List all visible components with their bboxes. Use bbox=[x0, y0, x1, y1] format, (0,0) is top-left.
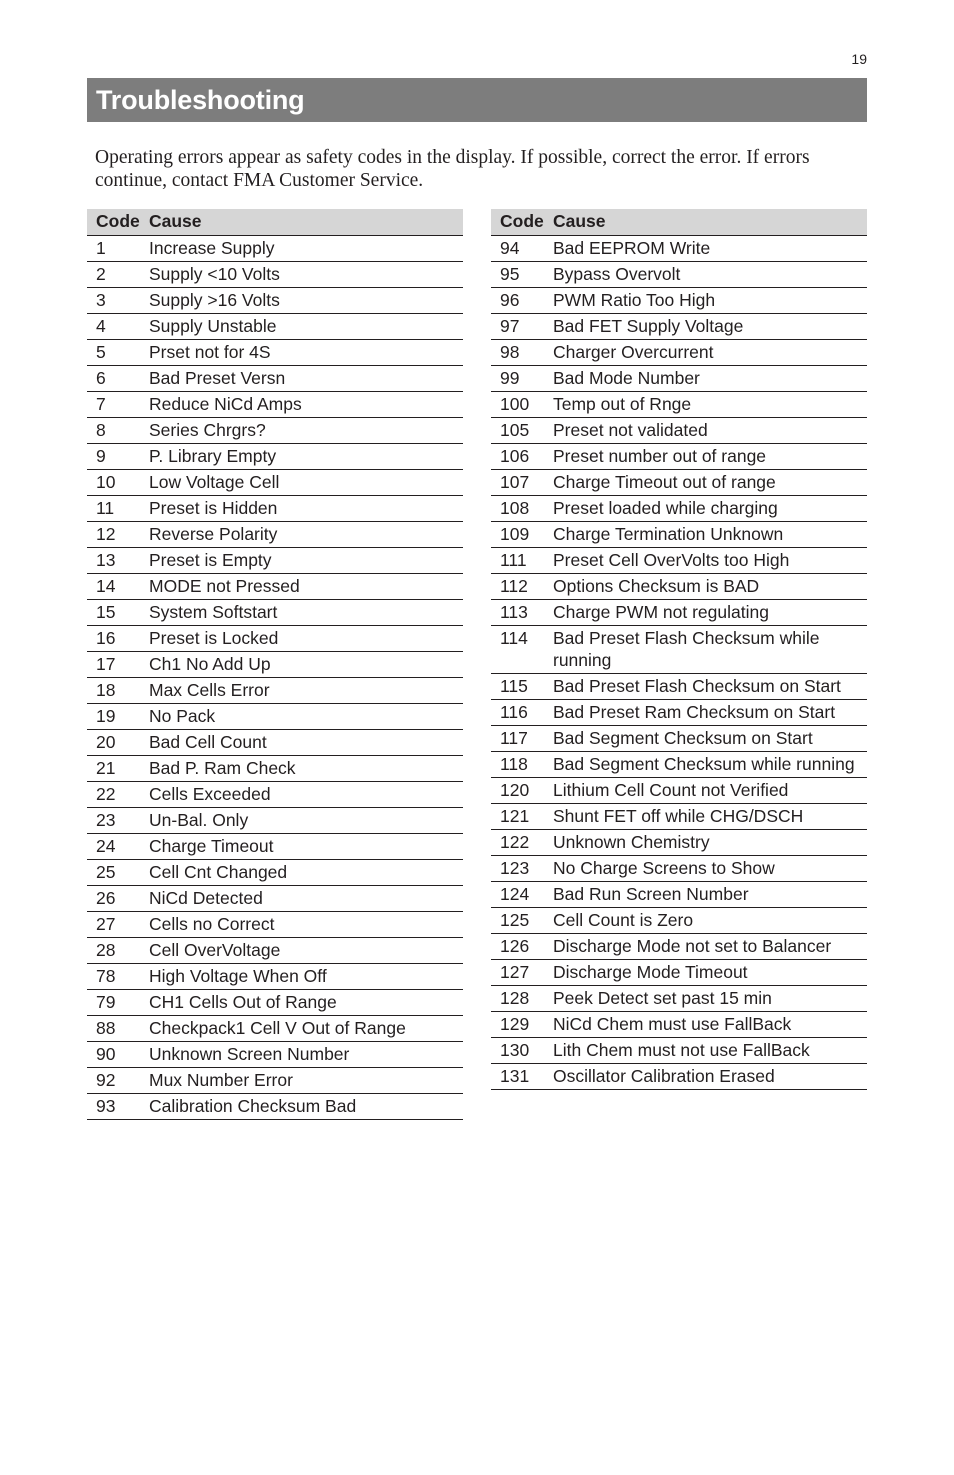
table-row bbox=[87, 313, 463, 339]
error-code: 28 bbox=[87, 937, 140, 963]
error-cause: System Softstart bbox=[140, 599, 463, 625]
error-code: 123 bbox=[491, 855, 544, 881]
error-cause: CH1 Cells Out of Range bbox=[140, 989, 463, 1015]
table-row bbox=[491, 547, 867, 573]
error-cause: Bad Segment Checksum on Start bbox=[544, 725, 867, 751]
code-column-header: Code bbox=[491, 209, 544, 235]
table-row bbox=[491, 959, 867, 985]
table-body-left bbox=[87, 235, 463, 1119]
table-row bbox=[87, 807, 463, 833]
error-code: 17 bbox=[87, 651, 140, 677]
error-cause: Bad P. Ram Check bbox=[140, 755, 463, 781]
error-code: 15 bbox=[87, 599, 140, 625]
table-row bbox=[87, 885, 463, 911]
table-row bbox=[87, 391, 463, 417]
error-cause: Bad FET Supply Voltage bbox=[544, 313, 867, 339]
error-code: 90 bbox=[87, 1041, 140, 1067]
error-code: 95 bbox=[491, 261, 544, 287]
error-cause: Supply <10 Volts bbox=[140, 261, 463, 287]
error-code: 7 bbox=[87, 391, 140, 417]
error-cause: Charger Overcurrent bbox=[544, 339, 867, 365]
error-code: 117 bbox=[491, 725, 544, 751]
error-cause: Cells Exceeded bbox=[140, 781, 463, 807]
error-cause: Cell OverVoltage bbox=[140, 937, 463, 963]
error-cause: Bad Segment Checksum while running bbox=[544, 751, 867, 777]
table-row bbox=[87, 755, 463, 781]
error-cause: Ch1 No Add Up bbox=[140, 651, 463, 677]
error-code: 9 bbox=[87, 443, 140, 469]
table-row bbox=[87, 833, 463, 859]
error-code: 14 bbox=[87, 573, 140, 599]
error-cause: Preset Cell OverVolts too High bbox=[544, 547, 867, 573]
error-cause: Bad Cell Count bbox=[140, 729, 463, 755]
table-row bbox=[491, 907, 867, 933]
table-row bbox=[491, 469, 867, 495]
error-cause: Prset not for 4S bbox=[140, 339, 463, 365]
table-row bbox=[87, 547, 463, 573]
error-code: 13 bbox=[87, 547, 140, 573]
error-cause: No Pack bbox=[140, 703, 463, 729]
table-header-row bbox=[87, 209, 463, 235]
table-row bbox=[87, 1041, 463, 1067]
error-code: 3 bbox=[87, 287, 140, 313]
error-cause: Preset is Locked bbox=[140, 625, 463, 651]
error-code: 126 bbox=[491, 933, 544, 959]
error-code: 21 bbox=[87, 755, 140, 781]
error-code: 129 bbox=[491, 1011, 544, 1037]
error-code: 128 bbox=[491, 985, 544, 1011]
error-code: 23 bbox=[87, 807, 140, 833]
table-row bbox=[491, 521, 867, 547]
error-code: 99 bbox=[491, 365, 544, 391]
error-code: 106 bbox=[491, 443, 544, 469]
error-cause: Charge Timeout out of range bbox=[544, 469, 867, 495]
table-row bbox=[87, 469, 463, 495]
error-code: 109 bbox=[491, 521, 544, 547]
error-code: 93 bbox=[87, 1093, 140, 1119]
error-code: 24 bbox=[87, 833, 140, 859]
error-cause: Low Voltage Cell bbox=[140, 469, 463, 495]
error-cause: Bad Preset Flash Checksum while running bbox=[544, 625, 867, 673]
error-cause: Reverse Polarity bbox=[140, 521, 463, 547]
error-code: 120 bbox=[491, 777, 544, 803]
error-cause: Lithium Cell Count not Verified bbox=[544, 777, 867, 803]
error-cause: Charge Timeout bbox=[140, 833, 463, 859]
error-cause: No Charge Screens to Show bbox=[544, 855, 867, 881]
error-cause: Calibration Checksum Bad bbox=[140, 1093, 463, 1119]
error-cause: Preset is Hidden bbox=[140, 495, 463, 521]
error-cause: Lith Chem must not use FallBack bbox=[544, 1037, 867, 1063]
intro-paragraph: Operating errors appear as safety codes in the display. If possible, correct the error. If errors continue, contact FMA Customer Service. bbox=[95, 147, 810, 191]
error-code: 19 bbox=[87, 703, 140, 729]
table-row bbox=[87, 287, 463, 313]
error-code: 121 bbox=[491, 803, 544, 829]
table-row bbox=[87, 573, 463, 599]
error-code: 92 bbox=[87, 1067, 140, 1093]
page-number: 19 bbox=[851, 51, 867, 67]
error-cause: Unknown Chemistry bbox=[544, 829, 867, 855]
error-cause: Max Cells Error bbox=[140, 677, 463, 703]
table-row bbox=[87, 911, 463, 937]
table-row bbox=[491, 855, 867, 881]
table-row bbox=[87, 963, 463, 989]
error-cause: Unknown Screen Number bbox=[140, 1041, 463, 1067]
error-cause: Un-Bal. Only bbox=[140, 807, 463, 833]
error-code: 88 bbox=[87, 1015, 140, 1041]
table-row bbox=[87, 703, 463, 729]
table-row bbox=[87, 417, 463, 443]
table-row bbox=[491, 365, 867, 391]
table-row bbox=[491, 495, 867, 521]
table-row bbox=[87, 1015, 463, 1041]
table-row bbox=[87, 235, 463, 261]
error-cause: Discharge Mode Timeout bbox=[544, 959, 867, 985]
cause-column-header: Cause bbox=[140, 209, 463, 235]
table-row bbox=[87, 989, 463, 1015]
error-code: 108 bbox=[491, 495, 544, 521]
error-cause: MODE not Pressed bbox=[140, 573, 463, 599]
error-cause: Checkpack1 Cell V Out of Range bbox=[140, 1015, 463, 1041]
error-cause: Supply >16 Volts bbox=[140, 287, 463, 313]
error-cause: Options Checksum is BAD bbox=[544, 573, 867, 599]
error-code: 79 bbox=[87, 989, 140, 1015]
table-row bbox=[87, 859, 463, 885]
error-code: 10 bbox=[87, 469, 140, 495]
table-row bbox=[491, 751, 867, 777]
error-cause: Charge Termination Unknown bbox=[544, 521, 867, 547]
error-code: 111 bbox=[491, 547, 544, 573]
error-cause: Cell Count is Zero bbox=[544, 907, 867, 933]
error-code: 112 bbox=[491, 573, 544, 599]
error-code: 2 bbox=[87, 261, 140, 287]
error-code: 11 bbox=[87, 495, 140, 521]
table-row bbox=[491, 261, 867, 287]
table-row bbox=[87, 1093, 463, 1119]
error-code: 114 bbox=[491, 625, 544, 673]
table-row bbox=[87, 937, 463, 963]
table-row bbox=[87, 625, 463, 651]
error-code: 131 bbox=[491, 1063, 544, 1089]
error-code: 124 bbox=[491, 881, 544, 907]
error-cause: Reduce NiCd Amps bbox=[140, 391, 463, 417]
error-code: 116 bbox=[491, 699, 544, 725]
error-code: 12 bbox=[87, 521, 140, 547]
error-cause: Preset loaded while charging bbox=[544, 495, 867, 521]
error-cause: Preset number out of range bbox=[544, 443, 867, 469]
error-cause: Bad Run Screen Number bbox=[544, 881, 867, 907]
error-cause: Charge PWM not regulating bbox=[544, 599, 867, 625]
table-row bbox=[491, 985, 867, 1011]
section-title-bar bbox=[87, 78, 867, 122]
table-header-row bbox=[491, 209, 867, 235]
error-cause: Bypass Overvolt bbox=[544, 261, 867, 287]
table-row bbox=[87, 781, 463, 807]
table-row bbox=[491, 699, 867, 725]
error-cause: Preset is Empty bbox=[140, 547, 463, 573]
table-row bbox=[87, 521, 463, 547]
table-row bbox=[491, 725, 867, 751]
table-row bbox=[491, 339, 867, 365]
error-code: 122 bbox=[491, 829, 544, 855]
table-row bbox=[491, 391, 867, 417]
table-row bbox=[491, 803, 867, 829]
error-code: 20 bbox=[87, 729, 140, 755]
error-cause: Increase Supply bbox=[140, 235, 463, 261]
table-row bbox=[87, 443, 463, 469]
table-row bbox=[87, 261, 463, 287]
error-code: 130 bbox=[491, 1037, 544, 1063]
error-cause: Bad Mode Number bbox=[544, 365, 867, 391]
error-code: 78 bbox=[87, 963, 140, 989]
table-row bbox=[491, 673, 867, 699]
table-row bbox=[491, 287, 867, 313]
error-code: 113 bbox=[491, 599, 544, 625]
error-cause: Shunt FET off while CHG/DSCH bbox=[544, 803, 867, 829]
error-code: 118 bbox=[491, 751, 544, 777]
error-cause: Preset not validated bbox=[544, 417, 867, 443]
table-row bbox=[491, 881, 867, 907]
table-row bbox=[87, 339, 463, 365]
error-cause: Discharge Mode not set to Balancer bbox=[544, 933, 867, 959]
table-row bbox=[87, 729, 463, 755]
error-code: 107 bbox=[491, 469, 544, 495]
table-row bbox=[491, 777, 867, 803]
error-code: 100 bbox=[491, 391, 544, 417]
table-row bbox=[491, 933, 867, 959]
error-code-table-left bbox=[87, 209, 463, 1120]
error-code: 8 bbox=[87, 417, 140, 443]
error-cause: Bad Preset Versn bbox=[140, 365, 463, 391]
error-cause: NiCd Chem must use FallBack bbox=[544, 1011, 867, 1037]
error-code: 1 bbox=[87, 235, 140, 261]
table-row bbox=[491, 313, 867, 339]
table-row bbox=[491, 235, 867, 261]
error-code: 5 bbox=[87, 339, 140, 365]
error-code: 16 bbox=[87, 625, 140, 651]
error-cause: Temp out of Rnge bbox=[544, 391, 867, 417]
error-code: 96 bbox=[491, 287, 544, 313]
table-row bbox=[87, 651, 463, 677]
error-cause: Series Chrgrs? bbox=[140, 417, 463, 443]
error-cause: High Voltage When Off bbox=[140, 963, 463, 989]
error-code: 22 bbox=[87, 781, 140, 807]
error-code: 6 bbox=[87, 365, 140, 391]
table-row bbox=[491, 573, 867, 599]
error-cause: Peek Detect set past 15 min bbox=[544, 985, 867, 1011]
error-cause: Bad Preset Ram Checksum on Start bbox=[544, 699, 867, 725]
error-code: 97 bbox=[491, 313, 544, 339]
error-code: 18 bbox=[87, 677, 140, 703]
error-cause: Cell Cnt Changed bbox=[140, 859, 463, 885]
error-code: 115 bbox=[491, 673, 544, 699]
table-row bbox=[87, 1067, 463, 1093]
error-cause: Mux Number Error bbox=[140, 1067, 463, 1093]
table-row bbox=[87, 365, 463, 391]
table-row bbox=[87, 495, 463, 521]
error-code: 25 bbox=[87, 859, 140, 885]
table-row bbox=[491, 1011, 867, 1037]
table-row bbox=[87, 677, 463, 703]
error-code-table-right bbox=[491, 209, 867, 1090]
table-row bbox=[491, 417, 867, 443]
error-code: 125 bbox=[491, 907, 544, 933]
error-cause: P. Library Empty bbox=[140, 443, 463, 469]
error-code: 127 bbox=[491, 959, 544, 985]
error-code: 98 bbox=[491, 339, 544, 365]
table-row bbox=[491, 1037, 867, 1063]
error-cause: Oscillator Calibration Erased bbox=[544, 1063, 867, 1089]
error-cause: Bad EEPROM Write bbox=[544, 235, 867, 261]
page-title: Troubleshooting bbox=[96, 84, 305, 115]
table-row bbox=[491, 1063, 867, 1089]
error-cause: PWM Ratio Too High bbox=[544, 287, 867, 313]
error-code: 26 bbox=[87, 885, 140, 911]
table-body-right bbox=[491, 235, 867, 1089]
error-code: 105 bbox=[491, 417, 544, 443]
error-cause: NiCd Detected bbox=[140, 885, 463, 911]
table-row bbox=[491, 599, 867, 625]
error-code: 94 bbox=[491, 235, 544, 261]
table-row bbox=[491, 443, 867, 469]
table-row bbox=[87, 599, 463, 625]
cause-column-header: Cause bbox=[544, 209, 867, 235]
error-cause: Supply Unstable bbox=[140, 313, 463, 339]
error-cause: Cells no Correct bbox=[140, 911, 463, 937]
code-column-header: Code bbox=[87, 209, 140, 235]
error-cause: Bad Preset Flash Checksum on Start bbox=[544, 673, 867, 699]
error-code: 4 bbox=[87, 313, 140, 339]
error-code: 27 bbox=[87, 911, 140, 937]
table-row bbox=[491, 829, 867, 855]
table-row bbox=[491, 625, 867, 673]
